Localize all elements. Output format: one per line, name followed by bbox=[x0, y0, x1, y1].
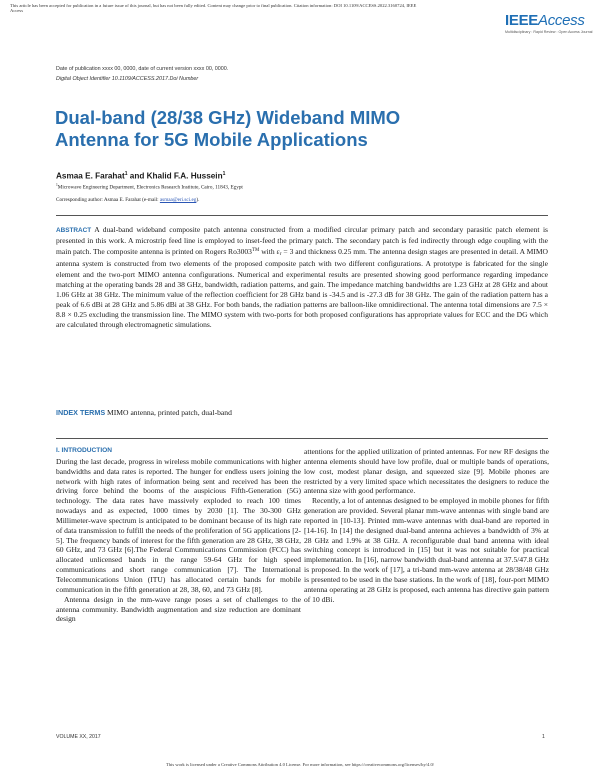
affiliation bbox=[56, 183, 243, 191]
intro-paragraph-1: During the last decade, progress in wireless mobile communications with higher bandwidths and data rates is reported. The hunger for endless users joining the network with high rates of information being sent and received has been the driving force behind the booms of the auspicious Fifth-Generation (5G) technology. The data rates have massively exploded to reach 100 times nowadays and as expected, 1000 times by 2030 [1]. The 30-300 GHz Millimeter-wave spectrum is anticipated to be dominant because of its high rate of data transmission to fulfill the needs of the proliferation of 5G applications [2-5]. The frequency bands of interest for the fifth generation are 28 GHz, 38 GHz, 60 GHz, and 73 GHz [6].The Federal Communications Commission (FCC) has allocated unlicensed bands in the range 59-64 GHz for high speed communications and short range communication [7]. The International Telecommunications Union (ITU) has allocated certain bands for mobile communication in the fifth generation at 28, 38, 60, and 73 GHz [8]. bbox=[56, 456, 302, 594]
intro-paragraph-4: Recently, a lot of antennas designed to be employed in mobile phones for fifth generation are provided. Several planar mm-wave antennas with single band are reported in [10-13]. Printed mm-wave antennas with dual-band are reported in [14-16]. In [14] the designed dual-band antenna achieves a bandwidth of 3% at 28 GHz and 1.9% at 38 GHz. A reconfigurable dual band antenna with ideal switching concept is introduced in [15] but it was not suitable for practical implementation. In [16], narrow bandwidth dual-band antenna at 37.5/47.8 GHz is proposed. In the work of [17], a tri-band mm-wave antenna at 28/38/48 GHz is presented to be used in the base stations. In the work of [18], four-port MIMO antenna operating at 28 GHz is proposed, each antenna has directive gain pattern of 10 dBi. bbox=[304, 496, 549, 604]
author-2-affil: 1 bbox=[222, 171, 226, 177]
body-top-rule bbox=[56, 438, 548, 439]
index-terms-text: MIMO antenna, printed patch, dual-band bbox=[105, 408, 232, 417]
right-column bbox=[304, 447, 549, 605]
corresponding-prefix: Corresponding author: Asmaa E. Farahat (e-mail: bbox=[56, 197, 160, 203]
acceptance-notice: This article has been accepted for publication in a future issue of this journal, but has not been fully edited. Content may change prior to final publication. Citation information: DOI 10.1109/ACCESS.2022.3160724, IEEE Access bbox=[10, 3, 417, 14]
abstract-top-rule bbox=[56, 215, 548, 216]
doi-line: Digital Object Identifier 10.1109/ACCESS.2017.Doi Number bbox=[56, 76, 199, 82]
abstract-text-3: = 3 and thickness 0.25 mm. The antenna design stages are presented in detail. A MIMO antenna system is constructed from two elements of the proposed composite patch with two different configurations. A prototype is fabricated for the single element and the two-port MIMO antenna configurations. Numerical and experimental results are presented showing good performance regarding impedance matching at the operating bands 28 and 38 GHz, bandwidth, radiation patterns, and gain. The impedance matching bandwidths are 1.23 GHz at 28 GHz and about 1.06 GHz at 38 GHz. The minimum value of the reflection coefficient for 28 GHz band is -34.5 and is -27.3 dB for 38 GHz. The gain of the radiation pattern has a peak of 6.6 dBi at 28 GHz and 5.86 dBi at 38 GHz. For both bands, the radiation patterns are balloon-like omnidirectional. The antenna total dimensions are 7.5 × 8.8 × 0.25 excluding the transmission line. The MIMO system with two-ports for both proposed configurations has appropriate values for ECC and the DG which are calculated through electromagnetic simulations. bbox=[56, 247, 548, 330]
ieee-access-logo bbox=[505, 12, 595, 40]
page-number: 1 bbox=[542, 734, 545, 740]
section-heading-introduction: I. INTRODUCTION bbox=[56, 447, 113, 454]
volume-footer: VOLUME XX, 2017 bbox=[56, 734, 101, 740]
author-1: Asmaa E. Farahat bbox=[56, 171, 125, 181]
index-terms bbox=[56, 408, 548, 417]
intro-paragraph-2: Antenna design in the mm-wave range poses a set of challenges to the antenna community. Bandwidth augmentation and size reduction are dominant design bbox=[56, 594, 301, 624]
author-email-link[interactable]: asmaa@eri.sci.eg bbox=[159, 197, 197, 203]
author-separator: and bbox=[127, 171, 147, 181]
abstract-label: ABSTRACT bbox=[56, 227, 92, 234]
abstract bbox=[56, 225, 548, 331]
abstract-text-1: A dual-band wideband composite patch antenna constructed from a modified circular primary patch and secondary parasitic patch element is presented in this work. A microstrip feed line is employed to inset-feed the primary patch. The secondary patch is fed indirectly through edge coupling with the main patch. The composite antenna is printed on Rogers Ro3003 bbox=[56, 225, 548, 257]
author-2: Khalid F.A. Hussein bbox=[146, 171, 223, 181]
logo-ieee: IEEE bbox=[505, 12, 538, 29]
index-terms-label: INDEX TERMS bbox=[56, 408, 106, 417]
paper-title: Dual-band (28/38 GHz) Wideband MIMO Antenna for 5G Mobile Applications bbox=[55, 107, 401, 150]
left-column bbox=[56, 446, 301, 624]
trademark-mark: TM bbox=[251, 248, 260, 254]
affiliation-text: Microwave Engineering Department, Electronics Research Institute, Cairo, 11843, Egypt bbox=[57, 184, 243, 191]
intro-paragraph-3: attentions for the applied utilization of printed antennas. For new RF designs the antenna elements should have low profile, dual or multiple bands of operations, low cost, modest planar design, and squeezed size [9]. Mobile phones are restricted by a very limited space which necessitates the designers to reduce the antenna size with good performance. bbox=[304, 447, 549, 496]
abstract-text-2: with ε bbox=[259, 247, 280, 257]
logo-tagline: Multidisciplinary : Rapid Review : Open Access Journal bbox=[505, 30, 593, 34]
corresponding-author bbox=[56, 197, 199, 203]
author-list bbox=[56, 171, 225, 181]
license-notice: This work is licensed under a Creative Commons Attribution 4.0 License. For more information, see https://creativecommons.org/licenses/by/4.0/ bbox=[165, 762, 435, 767]
affiliation-number: 1 bbox=[56, 183, 58, 187]
author-1-affil: 1 bbox=[124, 171, 128, 177]
publication-dates: Date of publication xxxx 00, 0000, date of current version xxxx 00, 0000. bbox=[56, 66, 229, 72]
epsilon-subscript: r bbox=[279, 251, 282, 258]
corresponding-suffix: ). bbox=[196, 197, 200, 203]
logo-access: Access bbox=[537, 12, 585, 29]
